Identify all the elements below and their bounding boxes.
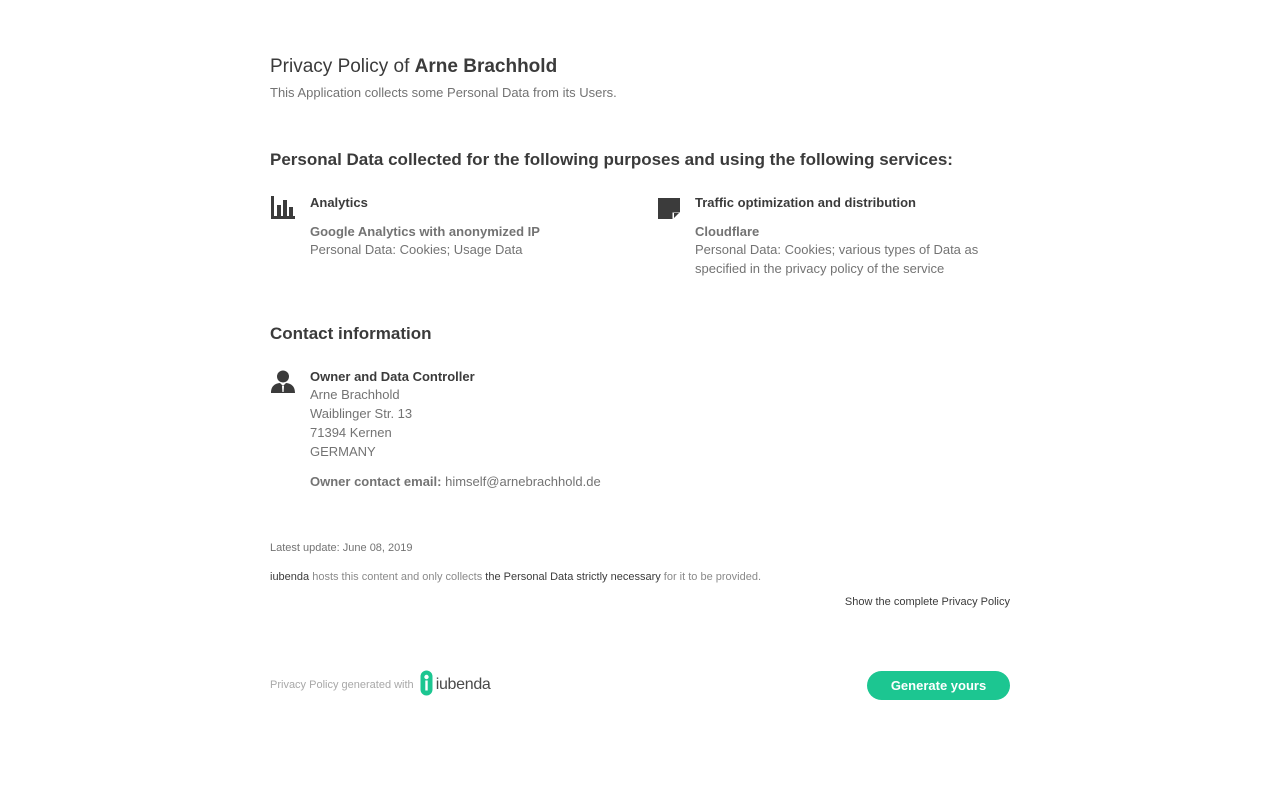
service-data: Personal Data: Cookies; various types of Data as specified in the privacy policy of the service [695, 242, 979, 276]
owner-title: Owner and Data Controller [310, 369, 475, 384]
generate-yours-button[interactable]: Generate yours [867, 671, 1010, 700]
address-line: Arne Brachhold [310, 387, 400, 402]
title-owner-name: Arne Brachhold [414, 56, 558, 77]
iubenda-link[interactable]: iubenda [270, 571, 310, 583]
privacy-policy-page [270, 0, 1010, 800]
generated-with-label: Privacy Policy generated with [270, 679, 414, 691]
analytics-content [310, 195, 540, 259]
iubenda-keyhole-icon [420, 670, 433, 701]
purpose-title: Analytics [310, 195, 368, 210]
bar-chart-icon [270, 195, 296, 221]
owner-email-label: Owner contact email: [310, 474, 442, 489]
page-subtitle: This Application collects some Personal Data from its Users. [270, 85, 617, 100]
hosting-notice [270, 571, 761, 583]
show-complete-policy-link[interactable]: Show the complete Privacy Policy [844, 596, 1010, 608]
service-name: Google Analytics with anonymized IP [310, 224, 540, 239]
iubenda-logo[interactable] [420, 670, 491, 701]
traffic-content [695, 195, 995, 278]
owner-email-row [310, 472, 601, 491]
iubenda-wordmark: iubenda [435, 676, 491, 693]
owner-email-link[interactable]: himself@arnebrachhold.de [445, 474, 601, 489]
hosts-text-end: for it to be provided. [660, 571, 762, 583]
note-icon [656, 195, 682, 221]
person-icon [270, 369, 296, 395]
generated-with [270, 670, 491, 700]
owner-content [310, 369, 601, 491]
contact-heading: Contact information [270, 324, 432, 343]
address-line: 71394 Kernen [310, 425, 392, 440]
address-line: GERMANY [310, 444, 376, 459]
hosts-text: hosts this content and only collects [309, 571, 486, 583]
owner-address [310, 385, 601, 461]
purposes-heading: Personal Data collected for the following purposes and using the following services: [270, 150, 953, 169]
service-data: Personal Data: Cookies; Usage Data [310, 242, 523, 257]
strictly-necessary-link[interactable]: the Personal Data strictly necessary [485, 571, 661, 583]
title-prefix: Privacy Policy of [270, 56, 410, 77]
purpose-title: Traffic optimization and distribution [695, 195, 916, 210]
service-name: Cloudflare [695, 224, 760, 239]
latest-update: Latest update: June 08, 2019 [270, 542, 413, 554]
page-title [270, 56, 557, 78]
address-line: Waiblinger Str. 13 [310, 406, 413, 421]
